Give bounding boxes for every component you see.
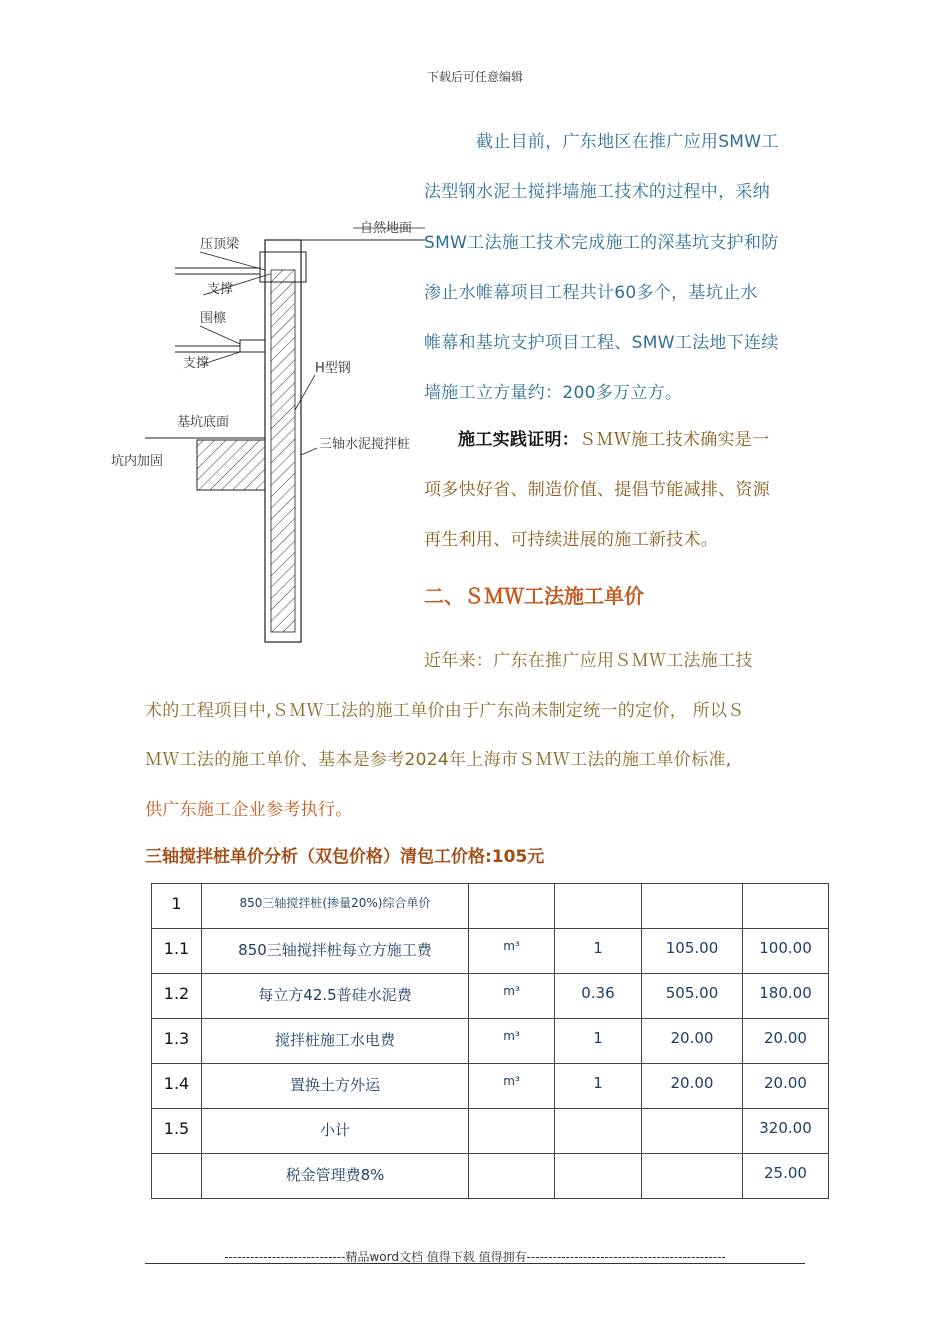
cell-text-price	[642, 884, 742, 894]
cell-unit	[469, 1019, 555, 1064]
intro-line-4: 渗止水帷幕项目工程共计60多个，基坑止水	[424, 283, 758, 303]
cell-unit	[469, 1154, 555, 1199]
label-waler: 围檩	[200, 311, 227, 326]
cell-text-no: 1.5	[163, 1119, 190, 1138]
proof-line-3: 再生利用、可持续进展的施工新技术。	[424, 530, 719, 550]
cell-text-no: 1.3	[163, 1029, 190, 1048]
cell-text-qty: 1	[593, 1074, 603, 1092]
cell-qty	[555, 884, 642, 929]
cell-qty	[555, 1019, 642, 1064]
cell-text-qty	[555, 1109, 641, 1119]
cell-text-price	[642, 1109, 742, 1119]
table-title: 三轴搅拌桩单价分析（双包价格）清包工价格:105元	[145, 847, 545, 867]
h-steel-hatch	[271, 270, 295, 632]
body-line-1: 近年来：广东在推广应用ＳＭＷ工法施工技	[424, 651, 753, 671]
cell-price	[642, 1109, 743, 1154]
cell-text-no: 1	[171, 894, 182, 913]
section-title: 二、ＳＭＷ工法施工单价	[424, 584, 644, 608]
cell-text-price: 505.00	[665, 984, 719, 1002]
body-line-2: 术的工程项目中,ＳＭＷ工法的施工单价由于广东尚未制定统一的定价， 所以Ｓ	[145, 701, 745, 721]
cell-text-price: 20.00	[670, 1074, 714, 1092]
cell-total	[743, 1019, 829, 1064]
cell-text-price	[642, 1154, 742, 1164]
cell-name	[202, 974, 469, 1019]
cell-text-unit: m³	[503, 939, 520, 953]
proof-line-2: 项多快好省、制造价值、提倡节能减排、资源	[424, 480, 770, 500]
cell-text-qty: 1	[593, 1029, 603, 1047]
cell-no	[152, 974, 202, 1019]
cell-no	[152, 1109, 202, 1154]
cell-no	[152, 1064, 202, 1109]
cell-text-name: 每立方42.5普硅水泥费	[258, 986, 412, 1004]
body-line-4: 供广东施工企业参考执行。	[145, 800, 353, 820]
smw-section-diagram	[105, 210, 435, 650]
cell-text-no	[152, 1154, 201, 1164]
label-support-1: 支撑	[207, 282, 234, 297]
cell-text-name: 搅拌桩施工水电费	[274, 1031, 395, 1049]
diagram-svg	[105, 210, 435, 650]
table-row	[152, 1109, 829, 1154]
cell-text-total: 320.00	[759, 1119, 812, 1137]
intro-line-1: 截止目前，广东地区在推广应用SMW工	[476, 132, 779, 152]
cell-text-name: 税金管理费8%	[285, 1166, 385, 1184]
cell-qty	[555, 1109, 642, 1154]
cell-name	[202, 1109, 469, 1154]
cell-name	[202, 1019, 469, 1064]
label-pit-bottom: 基坑底面	[177, 415, 230, 430]
cell-text-total: 20.00	[764, 1029, 807, 1047]
cell-qty	[555, 929, 642, 974]
cell-price	[642, 1019, 743, 1064]
cell-text-name: 小计	[319, 1121, 350, 1139]
cell-text-total: 20.00	[764, 1074, 807, 1092]
label-pile: 三轴水泥搅拌桩	[319, 437, 411, 452]
cell-qty	[555, 1154, 642, 1199]
cell-text-price: 20.00	[670, 1029, 714, 1047]
cell-price	[642, 929, 743, 974]
cell-name	[202, 884, 469, 929]
cell-text-unit	[469, 1109, 554, 1119]
table-row	[152, 929, 829, 974]
table-row	[152, 884, 829, 929]
cell-no	[152, 1154, 202, 1199]
cell-text-qty: 1	[593, 939, 603, 957]
cell-qty	[555, 974, 642, 1019]
cell-no	[152, 884, 202, 929]
cell-no	[152, 1019, 202, 1064]
cell-name	[202, 1154, 469, 1199]
proof-line-1	[458, 425, 769, 450]
footer-rule	[145, 1263, 805, 1264]
table-row	[152, 1019, 829, 1064]
cell-text-total	[743, 884, 828, 894]
label-cap-beam: 压顶梁	[200, 237, 240, 252]
cell-text-no: 1.4	[163, 1074, 190, 1093]
cell-name	[202, 929, 469, 974]
waler	[240, 340, 265, 352]
cell-text-total: 25.00	[764, 1164, 807, 1182]
body-line-3: ＭＷ工法的施工单价、基本是参考2024年上海市ＳＭＷ工法的施工单价标准,	[145, 750, 732, 770]
proof-text-1: ＳＭＷ施工技术确实是一	[579, 430, 770, 450]
cell-total	[743, 884, 829, 929]
cell-text-price: 105.00	[665, 939, 719, 957]
cell-text-unit	[469, 1154, 554, 1164]
cell-text-qty	[555, 1154, 641, 1164]
table-row	[152, 974, 829, 1019]
cell-total	[743, 974, 829, 1019]
header-note: 下载后可任意编辑	[426, 70, 523, 84]
intro-line-2: 法型钢水泥土搅拌墙施工技术的过程中，采纳	[424, 182, 770, 202]
cell-total	[743, 1154, 829, 1199]
cell-no	[152, 929, 202, 974]
cell-price	[642, 884, 743, 929]
cell-text-no: 1.2	[163, 984, 190, 1003]
price-table	[151, 883, 829, 1199]
cell-text-unit: m³	[503, 1074, 520, 1088]
intro-line-6: 墙施工立方量约：200多万立方。	[424, 383, 683, 403]
intro-line-5: 帷幕和基坑支护项目工程、SMW工法地下连续	[424, 333, 779, 353]
cell-text-unit: m³	[503, 1029, 520, 1043]
cell-total	[743, 1064, 829, 1109]
cell-text-total: 100.00	[759, 939, 812, 957]
cell-total	[743, 1109, 829, 1154]
cell-unit	[469, 884, 555, 929]
cell-text-no: 1.1	[163, 939, 190, 958]
cell-unit	[469, 974, 555, 1019]
cell-text-qty: 0.36	[581, 984, 615, 1002]
label-ground: 自然地面	[360, 221, 413, 236]
cell-text-qty	[555, 884, 641, 894]
table-row	[152, 1064, 829, 1109]
label-h-steel: H型钢	[315, 361, 351, 376]
cell-unit	[469, 1109, 555, 1154]
cell-price	[642, 1064, 743, 1109]
label-reinforce: 坑内加固	[111, 454, 164, 469]
cell-text-name: 置换土方外运	[289, 1076, 380, 1094]
cell-name	[202, 1064, 469, 1109]
cell-price	[642, 974, 743, 1019]
cell-total	[743, 929, 829, 974]
proof-label: 施工实践证明：	[458, 430, 580, 450]
intro-line-3: SMW工法施工技术完成施工的深基坑支护和防	[424, 233, 779, 253]
cell-price	[642, 1154, 743, 1199]
reinforce-zone	[197, 440, 265, 490]
cell-text-name: 850三轴搅拌桩每立方施工费	[238, 941, 432, 959]
label-support-2: 支撑	[183, 356, 210, 371]
cell-text-name: 850三轴搅拌桩(掺量20%)综合单价	[239, 896, 431, 910]
cell-text-total: 180.00	[759, 984, 812, 1002]
cell-text-unit	[469, 884, 554, 894]
cell-unit	[469, 929, 555, 974]
cell-unit	[469, 1064, 555, 1109]
cell-text-unit: m³	[503, 984, 520, 998]
cell-qty	[555, 1064, 642, 1109]
table-row	[152, 1154, 829, 1199]
footer-text: ----------------------------精品word文档 值得下载 值得拥有----------------------------------------------	[224, 1250, 726, 1264]
